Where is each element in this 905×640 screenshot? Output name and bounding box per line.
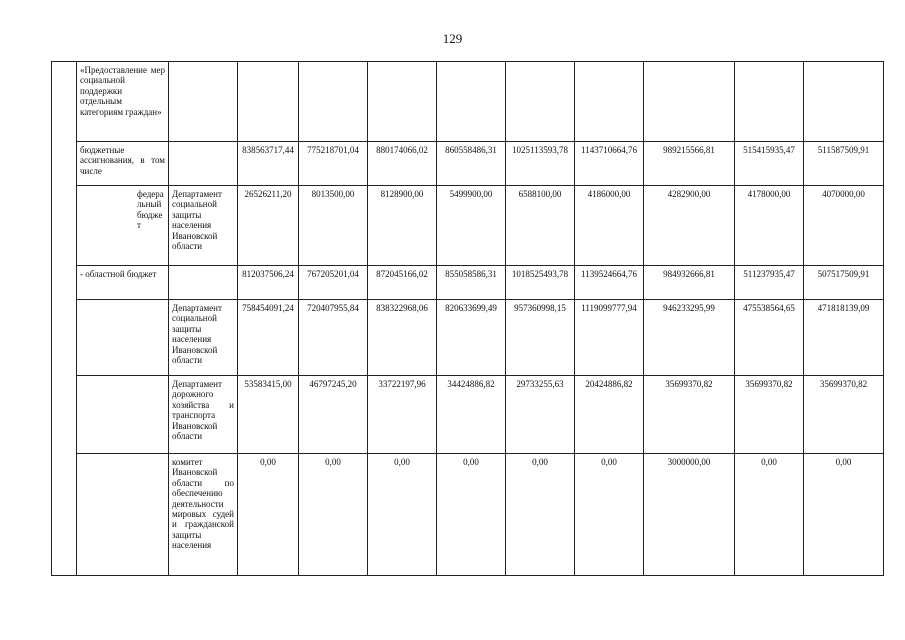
cell-value: 26526211,20 <box>238 186 299 266</box>
cell-value <box>238 62 299 142</box>
cell-value: 0,00 <box>238 454 299 576</box>
blank-column <box>52 62 77 576</box>
cell-value: 767205201,04 <box>299 266 368 300</box>
cell-value: 511587509,91 <box>804 142 884 186</box>
cell-value: 1139524664,76 <box>575 266 644 300</box>
cell-value: 1018525493,78 <box>506 266 575 300</box>
cell-value: 6588100,00 <box>506 186 575 266</box>
cell-value <box>437 62 506 142</box>
cell-value: 984932666,81 <box>644 266 735 300</box>
cell-value: 4282900,00 <box>644 186 735 266</box>
cell-value: 475538564,65 <box>735 300 804 376</box>
cell-value: 29733255,63 <box>506 376 575 454</box>
cell-value: 33722197,96 <box>368 376 437 454</box>
row-executor <box>169 266 238 300</box>
cell-value: 775218701,04 <box>299 142 368 186</box>
cell-value: 989215566,81 <box>644 142 735 186</box>
cell-value: 0,00 <box>506 454 575 576</box>
cell-value: 0,00 <box>575 454 644 576</box>
cell-value: 507517509,91 <box>804 266 884 300</box>
cell-value: 0,00 <box>437 454 506 576</box>
cell-value: 872045166,02 <box>368 266 437 300</box>
cell-value: 720407955,84 <box>299 300 368 376</box>
cell-value: 0,00 <box>299 454 368 576</box>
table-row <box>52 300 884 376</box>
row-executor: комитет Ивановской области по обеспечению деятельности мировых судей и гражданской защиты населения <box>169 454 238 576</box>
cell-value <box>804 62 884 142</box>
cell-value: 5499900,00 <box>437 186 506 266</box>
row-label <box>77 300 169 376</box>
budget-table <box>51 61 884 576</box>
cell-value: 812037506,24 <box>238 266 299 300</box>
cell-value: 4070000,00 <box>804 186 884 266</box>
cell-value: 860558486,31 <box>437 142 506 186</box>
cell-value: 3000000,00 <box>644 454 735 576</box>
cell-value: 758454091,24 <box>238 300 299 376</box>
cell-value: 855058586,31 <box>437 266 506 300</box>
table-row <box>52 266 884 300</box>
table-row <box>52 62 884 142</box>
row-executor: Департамент социальной защиты населения Ивановской области <box>169 186 238 266</box>
table-row <box>52 376 884 454</box>
cell-value <box>368 62 437 142</box>
cell-value: 515415935,47 <box>735 142 804 186</box>
table-row <box>52 186 884 266</box>
cell-value <box>506 62 575 142</box>
cell-value: 34424886,82 <box>437 376 506 454</box>
row-executor: Департамент социальной защиты населения Ивановской области <box>169 300 238 376</box>
cell-value: 1119099777,94 <box>575 300 644 376</box>
cell-value: 4186000,00 <box>575 186 644 266</box>
cell-value: 35699370,82 <box>644 376 735 454</box>
cell-value: 511237935,47 <box>735 266 804 300</box>
row-label: федеральный бюджет <box>77 186 169 266</box>
cell-value: 35699370,82 <box>735 376 804 454</box>
page-number: 129 <box>442 31 463 46</box>
cell-value: 4178000,00 <box>735 186 804 266</box>
cell-value <box>644 62 735 142</box>
cell-value: 46797245,20 <box>299 376 368 454</box>
cell-value: 20424886,82 <box>575 376 644 454</box>
row-executor: Департамент дорожного хозяйства и транспорта Ивановской области <box>169 376 238 454</box>
cell-value: 0,00 <box>735 454 804 576</box>
cell-value <box>735 62 804 142</box>
cell-value: 838563717,44 <box>238 142 299 186</box>
cell-value: 0,00 <box>804 454 884 576</box>
row-label <box>77 376 169 454</box>
row-label: - областной бюджет <box>77 266 169 300</box>
cell-value: 53583415,00 <box>238 376 299 454</box>
cell-value <box>299 62 368 142</box>
table-row <box>52 454 884 576</box>
cell-value: 1025113593,78 <box>506 142 575 186</box>
cell-value: 946233295,99 <box>644 300 735 376</box>
row-executor <box>169 62 238 142</box>
cell-value: 0,00 <box>368 454 437 576</box>
cell-value: 957360998,15 <box>506 300 575 376</box>
row-label <box>77 454 169 576</box>
cell-value: 838322968,06 <box>368 300 437 376</box>
cell-value: 8013500,00 <box>299 186 368 266</box>
cell-value: 471818139,09 <box>804 300 884 376</box>
cell-value: 8128900,00 <box>368 186 437 266</box>
table-row <box>52 142 884 186</box>
cell-value: 1143710664,76 <box>575 142 644 186</box>
cell-value: 35699370,82 <box>804 376 884 454</box>
cell-value: 820633699,49 <box>437 300 506 376</box>
row-label: «Предоставление мер социальной поддержки отдельным категориям граждан» <box>77 62 169 142</box>
cell-value: 880174066,02 <box>368 142 437 186</box>
cell-value <box>575 62 644 142</box>
row-executor <box>169 142 238 186</box>
row-label: бюджетные ассигнования, в том числе <box>77 142 169 186</box>
